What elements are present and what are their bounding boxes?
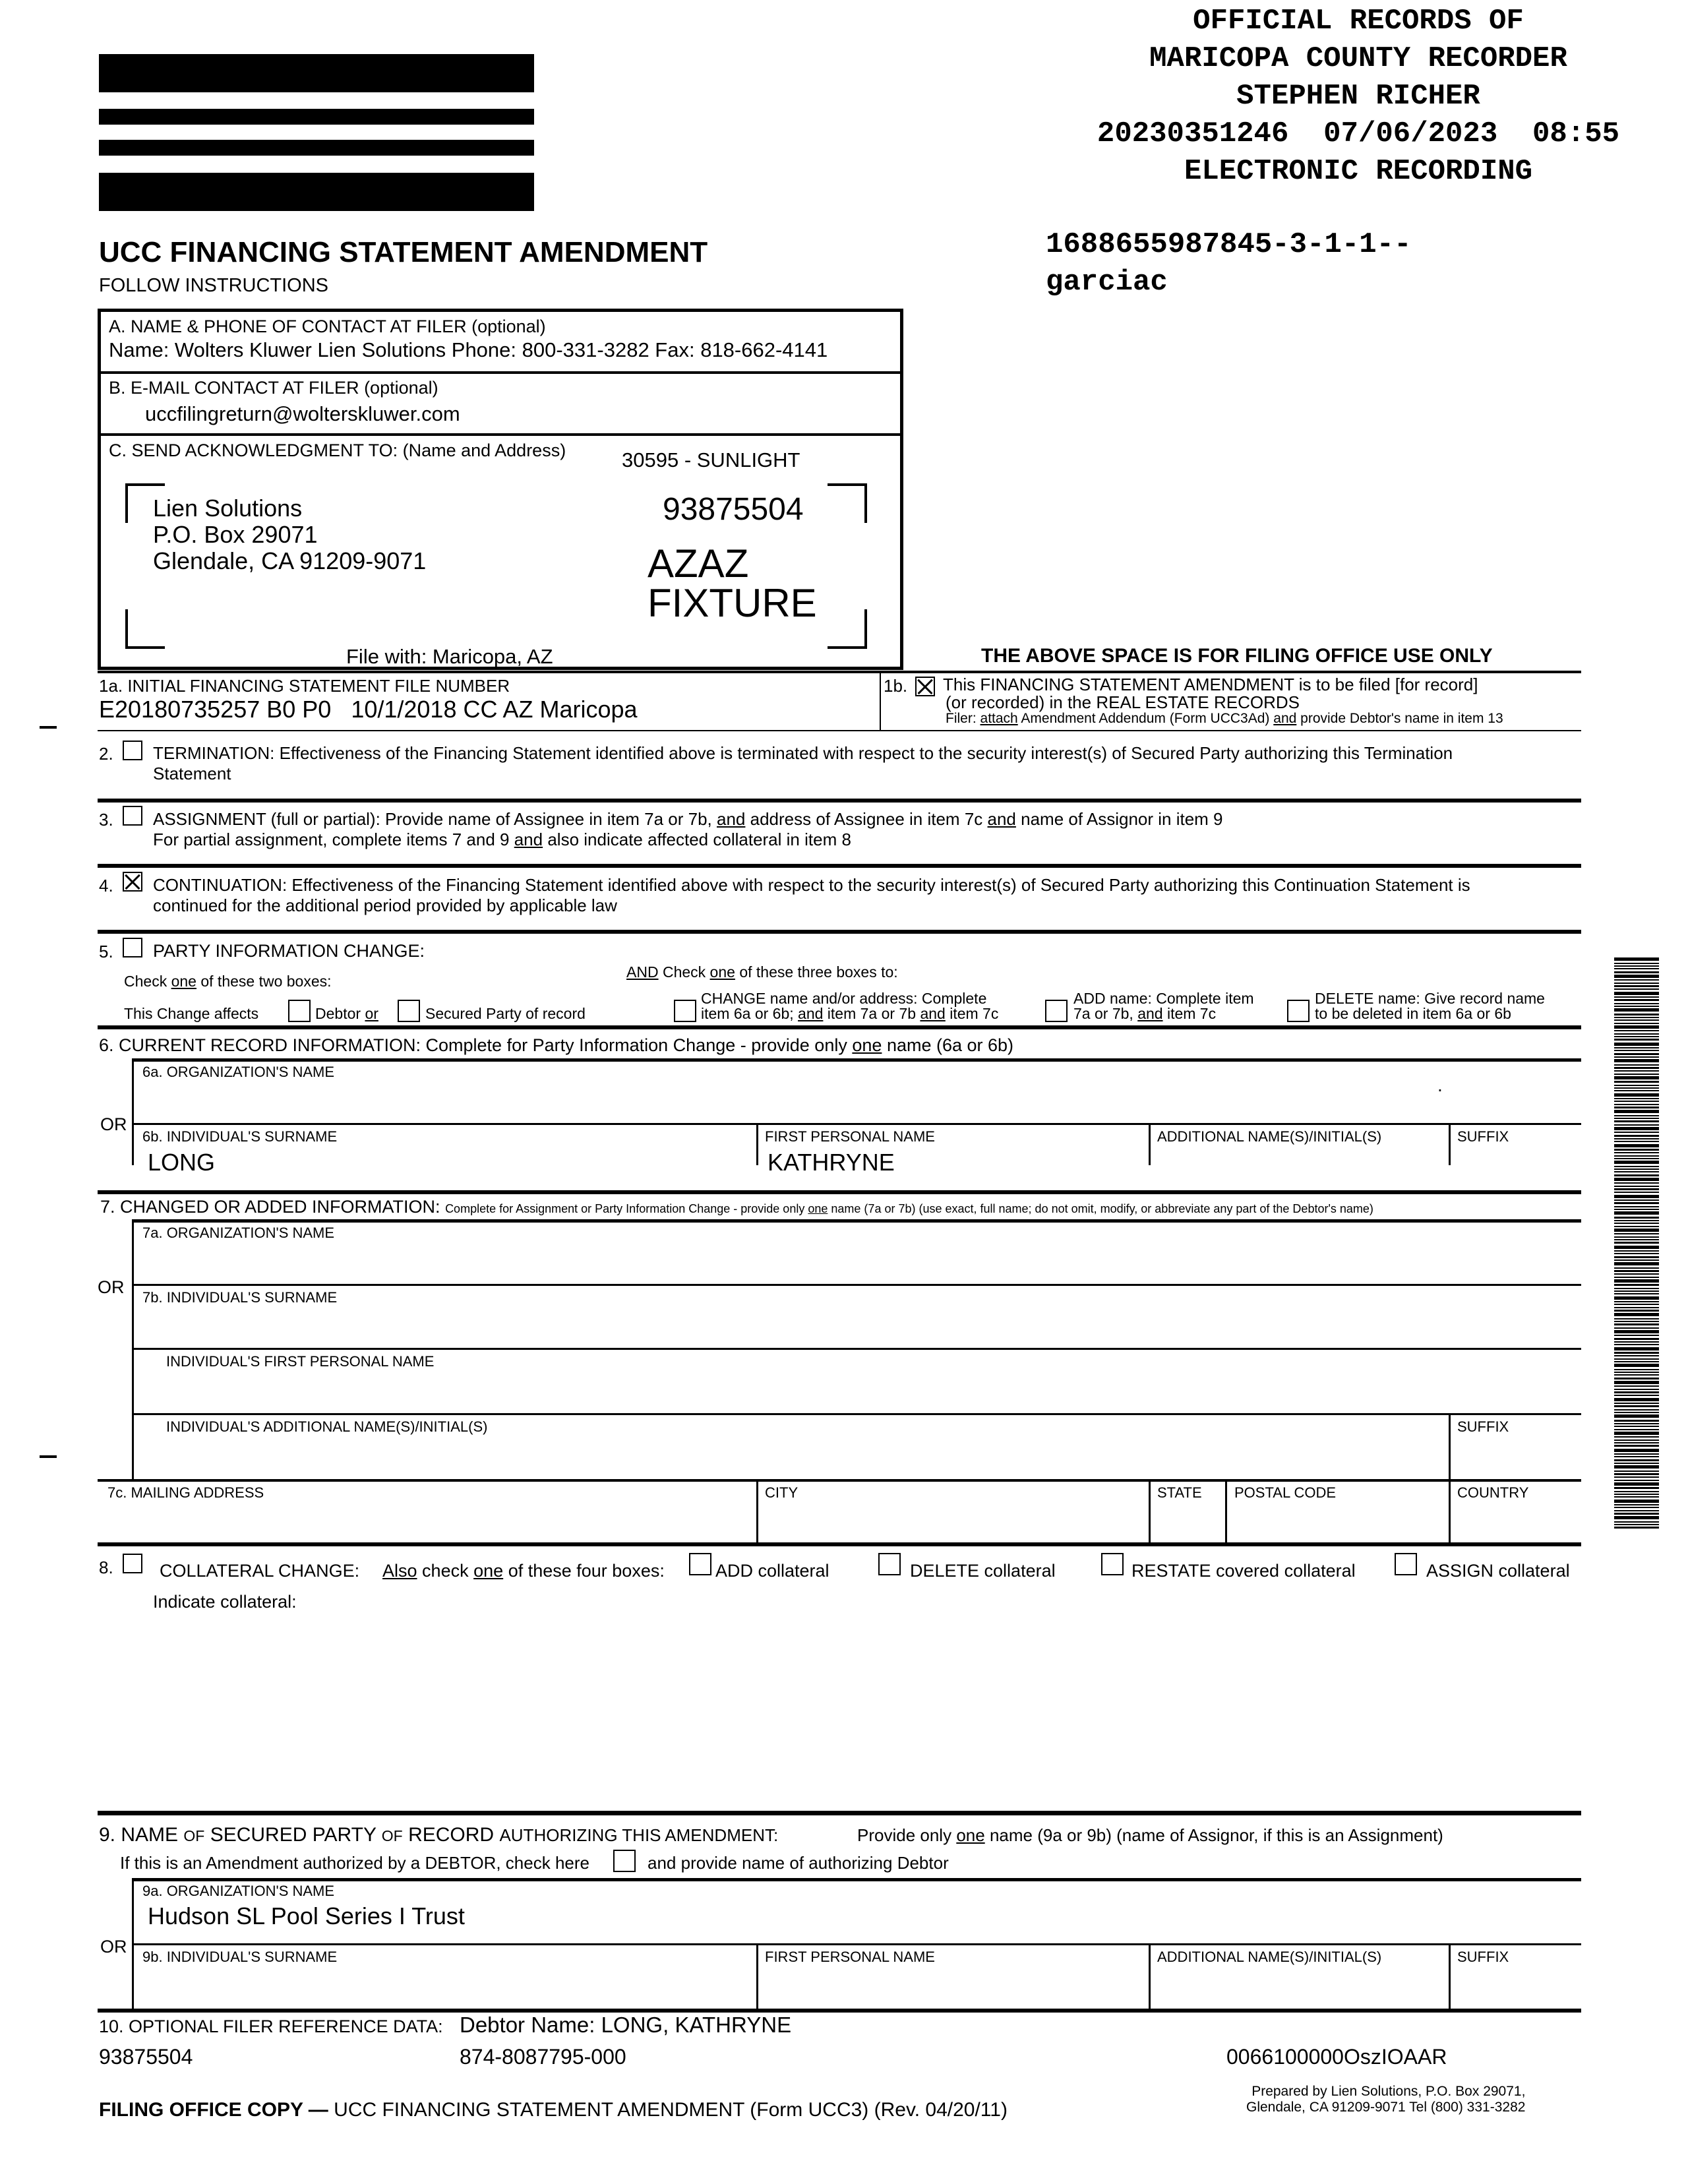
barcode-bar xyxy=(1614,1330,1659,1333)
item9a-org-name: Hudson SL Pool Series I Trust xyxy=(148,1902,465,1929)
barcode-bar xyxy=(1614,1267,1659,1269)
barcode-bar xyxy=(1614,1436,1659,1438)
barcode-graphic xyxy=(1614,957,1659,1529)
item9-addl-label: ADDITIONAL NAME(S)/INITIAL(S) xyxy=(1157,1949,1382,1965)
real-estate-records-checkbox[interactable] xyxy=(915,677,935,696)
item3-num: 3. xyxy=(99,810,113,830)
barcode-bar xyxy=(1614,1527,1659,1529)
barcode-bar xyxy=(1614,1420,1659,1422)
barcode-bar xyxy=(1614,988,1659,990)
item6-addl-label: ADDITIONAL NAME(S)/INITIAL(S) xyxy=(1157,1128,1382,1145)
ack-code: FIXTURE xyxy=(648,581,817,625)
barcode-bar xyxy=(1614,1500,1659,1503)
item6-dot: . xyxy=(1437,1075,1443,1095)
above-space-note: THE ABOVE SPACE IS FOR FILING OFFICE USE ONLY xyxy=(981,645,1493,667)
item7-city-label: CITY xyxy=(765,1484,799,1501)
barcode-bar xyxy=(1614,1270,1659,1272)
barcode-bar xyxy=(1614,1246,1659,1249)
barcode-bar xyxy=(1614,1372,1659,1373)
barcode-bar xyxy=(1614,963,1659,964)
barcode-bar xyxy=(1614,1395,1659,1396)
barcode-bar xyxy=(1614,1120,1659,1122)
barcode-bar xyxy=(1614,1087,1659,1089)
delete-collateral-checkbox[interactable] xyxy=(878,1553,901,1575)
barcode-bar xyxy=(1614,1409,1659,1410)
or-label: OR xyxy=(98,1277,125,1297)
secured-party-checkbox[interactable] xyxy=(398,1000,420,1022)
item10-label: 10. OPTIONAL FILER REFERENCE DATA: xyxy=(99,2017,443,2036)
item8-label: COLLATERAL CHANGE: xyxy=(160,1561,360,1581)
barcode-bar xyxy=(1614,1445,1659,1447)
barcode-bar xyxy=(1614,1186,1659,1187)
secured-party-option: Secured Party of record xyxy=(425,1005,586,1022)
barcode-bar xyxy=(1614,1239,1659,1240)
item9-suffix-label: SUFFIX xyxy=(1457,1949,1509,1965)
barcode-bar xyxy=(1614,1301,1659,1302)
barcode-bar xyxy=(1614,1369,1659,1370)
item5-check-two: Check one of these two boxes: xyxy=(124,973,332,990)
footer-prepared: Prepared by Lien Solutions, P.O. Box 29071, Glendale, CA 91209-9071 Tel (800) 331-3282 xyxy=(1246,2084,1526,2115)
barcode-bar xyxy=(1614,1168,1659,1170)
change-name-option: CHANGE name and/or address: Complete xyxy=(701,990,987,1007)
barcode-bar xyxy=(1614,1361,1659,1362)
barcode-bar xyxy=(1614,1182,1659,1184)
barcode-bar xyxy=(1614,1144,1659,1147)
barcode-bar xyxy=(1614,1036,1659,1037)
continuation-checkbox[interactable] xyxy=(123,872,142,892)
barcode-bar xyxy=(1614,1107,1659,1108)
item2-text: TERMINATION: Effectiveness of the Financing Statement identified above is terminated with respect to the security interest(s) of Secured Party authorizing this Termination xyxy=(153,743,1453,763)
barcode-bar xyxy=(1614,999,1659,1001)
item7-country-label: COUNTRY xyxy=(1457,1484,1529,1501)
barcode-bar xyxy=(1614,1504,1659,1505)
item6-first-label: FIRST PERSONAL NAME xyxy=(765,1128,935,1145)
barcode-bar xyxy=(1614,1513,1659,1515)
barcode-bar xyxy=(1614,1155,1659,1157)
barcode-bar xyxy=(1614,1202,1659,1204)
barcode-bar xyxy=(1614,1211,1659,1215)
barcode-bar xyxy=(1614,1217,1659,1219)
barcode-bar xyxy=(1614,1226,1659,1227)
barcode-bar xyxy=(1614,1074,1659,1075)
barcode-bar xyxy=(1614,1053,1659,1055)
item4-text: CONTINUATION: Effectiveness of the Financing Statement identified above with respect to the security interest(s) of Secured Party authorizing this Continuation Statement is xyxy=(153,875,1470,895)
item6-first-name: KATHRYNE xyxy=(768,1149,895,1176)
barcode-bar xyxy=(1614,1115,1659,1116)
barcode-bar xyxy=(1614,1059,1659,1062)
item7c-label: 7c. MAILING ADDRESS xyxy=(107,1484,264,1501)
form-subtitle: FOLLOW INSTRUCTIONS xyxy=(99,275,329,296)
barcode-bar xyxy=(1614,1405,1659,1407)
item2-text: Statement xyxy=(153,764,231,783)
barcode-bar xyxy=(1614,1374,1659,1376)
sectionC-label: C. SEND ACKNOWLEDGMENT TO: (Name and Address) xyxy=(109,440,566,460)
indicate-collateral-label: Indicate collateral: xyxy=(153,1592,297,1612)
barcode-bar xyxy=(1614,1277,1659,1278)
barcode-bar xyxy=(1614,1487,1659,1489)
item3-text: For partial assignment, complete items 7 and 9 and also indicate affected collateral in item 8 xyxy=(153,830,851,849)
barcode-bar xyxy=(1614,983,1659,984)
barcode-bar xyxy=(1614,1127,1659,1130)
barcode-bar xyxy=(1614,1242,1659,1244)
barcode-bar xyxy=(1614,1414,1659,1418)
barcode-bar xyxy=(1614,1521,1659,1523)
barcode-bar xyxy=(1614,1171,1659,1172)
barcode-bar xyxy=(1614,1149,1659,1151)
item5-label: PARTY INFORMATION CHANGE: xyxy=(153,941,425,961)
barcode-bar xyxy=(1614,1043,1659,1046)
item10-ref: 874-8087795-000 xyxy=(460,2045,626,2069)
barcode-bar xyxy=(1614,1141,1659,1142)
barcode-bar xyxy=(1614,1310,1659,1312)
item7-state-label: STATE xyxy=(1157,1484,1202,1501)
item1b-filer-note: Filer: attach Amendment Addendum (Form UCC3Ad) and provide Debtor's name in item 13 xyxy=(946,711,1503,726)
item6-suffix-label: SUFFIX xyxy=(1457,1128,1509,1145)
barcode-bar xyxy=(1614,1279,1659,1283)
barcode-bar xyxy=(1614,1006,1659,1007)
barcode-bar xyxy=(1614,1338,1659,1340)
barcode-bar xyxy=(1614,1423,1659,1424)
or-label: OR xyxy=(100,1114,127,1134)
barcode-bar xyxy=(1614,1296,1659,1300)
barcode-bar xyxy=(1614,1463,1659,1464)
add-name-option: 7a or 7b, and item 7c xyxy=(1073,1005,1217,1022)
address-corner xyxy=(125,609,165,649)
barcode-bar xyxy=(1614,1398,1659,1401)
barcode-bar xyxy=(1614,975,1659,978)
item10-ref: 0066100000OszIOAAR xyxy=(1226,2045,1447,2069)
barcode-bar xyxy=(1614,1158,1659,1159)
barcode-bar xyxy=(1614,1378,1659,1380)
barcode-bar xyxy=(1614,1192,1659,1193)
item9-label: 9. NAME OF SECURED PARTY OF RECORD AUTHORIZING THIS AMENDMENT: xyxy=(99,1824,779,1846)
redaction-bar xyxy=(99,54,534,92)
barcode-bar xyxy=(1614,1290,1659,1292)
item7-suffix-label: SUFFIX xyxy=(1457,1418,1509,1435)
debtor-checkbox[interactable] xyxy=(288,1000,311,1022)
termination-checkbox[interactable] xyxy=(123,741,142,760)
barcode-bar xyxy=(1614,1090,1659,1091)
barcode-bar xyxy=(1614,1364,1659,1367)
barcode-bar xyxy=(1614,971,1659,973)
redaction-bar xyxy=(99,173,534,211)
item1b-num: 1b. xyxy=(884,676,908,696)
sectionC-ref: 30595 - SUNLIGHT xyxy=(622,448,800,471)
barcode-bar xyxy=(1614,1496,1659,1498)
item2-num: 2. xyxy=(99,744,113,764)
barcode-bar xyxy=(1614,1321,1659,1322)
barcode-bar xyxy=(1614,1023,1659,1024)
barcode-bar xyxy=(1614,1480,1659,1481)
barcode-bar xyxy=(1614,1491,1659,1492)
barcode-bar xyxy=(1614,1507,1659,1508)
recorder-line: 20230351246 07/06/2023 08:55 xyxy=(1097,117,1620,150)
barcode-bar xyxy=(1614,1293,1659,1294)
barcode-bar xyxy=(1614,1313,1659,1316)
barcode-bar xyxy=(1614,1453,1659,1455)
item9-provide: Provide only one name (9a or 9b) (name of Assignor, if this is an Assignment) xyxy=(857,1825,1443,1845)
recorder-ref-line: 1688655987845-3-1-1-- xyxy=(1046,228,1412,261)
barcode-bar xyxy=(1614,1471,1659,1472)
barcode-bar xyxy=(1614,1284,1659,1286)
barcode-bar xyxy=(1614,1093,1659,1097)
barcode-bar xyxy=(1614,1465,1659,1469)
barcode-bar xyxy=(1614,1476,1659,1478)
barcode-bar xyxy=(1614,1524,1659,1525)
barcode-bar xyxy=(1614,1076,1659,1079)
address-corner xyxy=(828,609,867,649)
recorder-line: ELECTRONIC RECORDING xyxy=(1184,155,1533,188)
barcode-bar xyxy=(1614,1067,1659,1069)
item4-num: 4. xyxy=(99,876,113,895)
item5-num: 5. xyxy=(99,942,113,961)
barcode-bar xyxy=(1614,1033,1659,1035)
barcode-bar xyxy=(1614,1236,1659,1238)
barcode-bar xyxy=(1614,985,1659,987)
sectionA-label: A. NAME & PHONE OF CONTACT AT FILER (optional) xyxy=(109,317,546,336)
assignment-checkbox[interactable] xyxy=(123,806,142,826)
item7-first-label: INDIVIDUAL'S FIRST PERSONAL NAME xyxy=(166,1353,435,1370)
barcode-bar xyxy=(1614,1429,1659,1430)
barcode-bar xyxy=(1614,1008,1659,1012)
add-name-checkbox[interactable] xyxy=(1045,1000,1068,1022)
barcode-bar xyxy=(1614,1412,1659,1413)
barcode-bar xyxy=(1614,1358,1659,1360)
recorder-line: STEPHEN RICHER xyxy=(1236,80,1480,113)
change-name-checkbox[interactable] xyxy=(674,1000,696,1022)
barcode-bar xyxy=(1614,1494,1659,1495)
barcode-bar xyxy=(1614,1152,1659,1153)
delete-name-option: to be deleted in item 6a or 6b xyxy=(1315,1005,1511,1022)
barcode-bar xyxy=(1614,1166,1659,1167)
add-collateral-checkbox[interactable] xyxy=(689,1553,711,1575)
barcode-bar xyxy=(1614,1039,1659,1041)
barcode-bar xyxy=(1614,1138,1659,1139)
item10-debtor: Debtor Name: LONG, KATHRYNE xyxy=(460,2013,792,2037)
barcode-bar xyxy=(1614,1473,1659,1475)
barcode-bar xyxy=(1614,1135,1659,1137)
barcode-bar xyxy=(1614,1228,1659,1232)
ack-address-line: Lien Solutions xyxy=(153,495,303,522)
barcode-bar xyxy=(1614,1070,1659,1072)
ack-address-line: Glendale, CA 91209-9071 xyxy=(153,547,427,574)
barcode-bar xyxy=(1614,1017,1659,1018)
recorder-line: MARICOPA COUNTY RECORDER xyxy=(1149,42,1567,75)
barcode-bar xyxy=(1614,1449,1659,1452)
item1a-label: 1a. INITIAL FINANCING STATEMENT FILE NUMBER xyxy=(99,676,510,696)
sectionB-value: uccfilingreturn@wolterskluwer.com xyxy=(145,402,460,425)
barcode-bar xyxy=(1614,1482,1659,1486)
item9-first-label: FIRST PERSONAL NAME xyxy=(765,1949,935,1965)
barcode-bar xyxy=(1614,1304,1659,1305)
ack-address-line: P.O. Box 29071 xyxy=(153,521,318,548)
barcode-bar xyxy=(1614,1118,1659,1119)
authorized-by-debtor-checkbox[interactable] xyxy=(613,1850,636,1872)
barcode-bar xyxy=(1614,1335,1659,1336)
barcode-bar xyxy=(1614,1288,1659,1289)
item5-check-three: AND Check one of these three boxes to: xyxy=(626,963,898,981)
barcode-bar xyxy=(1614,1199,1659,1201)
barcode-bar xyxy=(1614,1085,1659,1086)
change-name-option: item 6a or 6b; and item 7a or 7b and item 7c xyxy=(701,1005,999,1022)
item7-label: 7. CHANGED OR ADDED INFORMATION: Complete for Assignment or Party Information Change - provide only one name (7a or 7b) (use exact, full name; do not omit, modify, or abbreviate any part of the Debtor's name) xyxy=(100,1197,1373,1217)
barcode-bar xyxy=(1614,1273,1659,1275)
item1b-line: (or recorded) in the REAL ESTATE RECORDS xyxy=(946,692,1300,712)
item9-debtor-line: If this is an Amendment authorized by a DEBTOR, check here xyxy=(120,1853,589,1873)
barcode-bar xyxy=(1614,1195,1659,1198)
barcode-bar xyxy=(1614,1014,1659,1016)
barcode-bar xyxy=(1614,1209,1659,1210)
restate-collateral-option: RESTATE covered collateral xyxy=(1131,1561,1356,1581)
barcode-bar xyxy=(1614,1442,1659,1443)
barcode-bar xyxy=(1614,1391,1659,1393)
barcode-bar xyxy=(1614,1256,1659,1258)
barcode-bar xyxy=(1614,1250,1659,1252)
ack-code: AZAZ xyxy=(648,541,749,586)
barcode-bar xyxy=(1614,1323,1659,1325)
barcode-bar xyxy=(1614,1101,1659,1102)
delete-name-checkbox[interactable] xyxy=(1287,1000,1310,1022)
barcode-bar xyxy=(1614,1253,1659,1254)
delete-collateral-option: DELETE collateral xyxy=(910,1561,1056,1581)
barcode-bar xyxy=(1614,1104,1659,1105)
barcode-bar xyxy=(1614,1318,1659,1320)
barcode-bar xyxy=(1614,1220,1659,1221)
restate-collateral-checkbox[interactable] xyxy=(1101,1553,1124,1575)
recorder-ref-line: garciac xyxy=(1046,266,1168,299)
barcode-bar xyxy=(1614,1352,1659,1354)
barcode-bar xyxy=(1614,996,1659,998)
barcode-bar xyxy=(1614,1307,1659,1308)
add-collateral-option: ADD collateral xyxy=(715,1561,829,1581)
debtor-option: Debtor or xyxy=(315,1005,378,1022)
item6b-label: 6b. INDIVIDUAL'S SURNAME xyxy=(142,1128,338,1145)
item1b-line: This FINANCING STATEMENT AMENDMENT is to be filed [for record] xyxy=(943,675,1478,694)
barcode-bar xyxy=(1614,1347,1659,1350)
barcode-bar xyxy=(1614,1341,1659,1343)
barcode-bar xyxy=(1614,1064,1659,1066)
item7b-label: 7b. INDIVIDUAL'S SURNAME xyxy=(142,1289,338,1306)
assign-collateral-checkbox[interactable] xyxy=(1395,1553,1417,1575)
barcode-bar xyxy=(1614,1047,1659,1048)
item7-addl-label: INDIVIDUAL'S ADDITIONAL NAME(S)/INITIAL(S) xyxy=(166,1418,488,1435)
item3-text: ASSIGNMENT (full or partial): Provide name of Assignee in item 7a or 7b, and address of Assignee in item 7c and name of Assignor in item 9 xyxy=(153,809,1223,829)
barcode-bar xyxy=(1614,1056,1659,1058)
recorder-line: OFFICIAL RECORDS OF xyxy=(1193,5,1524,38)
sectionB-label: B. E-MAIL CONTACT AT FILER (optional) xyxy=(109,378,438,398)
item6a-label: 6a. ORGANIZATION'S NAME xyxy=(142,1064,335,1080)
item7-postal-label: POSTAL CODE xyxy=(1234,1484,1337,1501)
barcode-bar xyxy=(1614,1110,1659,1113)
barcode-bar xyxy=(1614,1188,1659,1190)
sectionA-value: Name: Wolters Kluwer Lien Solutions Phone: 800-331-3282 Fax: 818-662-4141 xyxy=(109,338,828,361)
item7a-label: 7a. ORGANIZATION'S NAME xyxy=(142,1225,335,1241)
form-title: UCC FINANCING STATEMENT AMENDMENT xyxy=(99,236,708,268)
barcode-bar xyxy=(1614,1510,1659,1511)
barcode-bar xyxy=(1614,1403,1659,1404)
barcode-bar xyxy=(1614,1003,1659,1004)
barcode-bar xyxy=(1614,1516,1659,1519)
barcode-bar xyxy=(1614,1178,1659,1181)
barcode-bar xyxy=(1614,1019,1659,1021)
barcode-bar xyxy=(1614,1432,1659,1435)
recorder-ref xyxy=(1046,226,1412,301)
barcode-bar xyxy=(1614,1025,1659,1029)
barcode-bar xyxy=(1614,957,1659,961)
delete-name-option: DELETE name: Give record name xyxy=(1315,990,1545,1007)
collateral-change-checkbox[interactable] xyxy=(123,1554,142,1573)
barcode-bar xyxy=(1614,1381,1659,1384)
barcode-bar xyxy=(1614,1050,1659,1051)
barcode-bar xyxy=(1614,1206,1659,1207)
barcode-bar xyxy=(1614,1456,1659,1457)
barcode-bar xyxy=(1614,1233,1659,1234)
barcode xyxy=(1614,957,1659,1529)
item8-num: 8. xyxy=(99,1558,113,1577)
change-affects-label: This Change affects xyxy=(124,1005,259,1022)
item9-debtor-line: and provide name of authorizing Debtor xyxy=(648,1853,949,1873)
barcode-bar xyxy=(1614,1132,1659,1133)
assign-collateral-option: ASSIGN collateral xyxy=(1426,1561,1570,1581)
recorder-stamp xyxy=(1029,3,1688,191)
barcode-bar xyxy=(1614,1389,1659,1390)
barcode-bar xyxy=(1614,1161,1659,1164)
item1a-value: E20180735257 B0 P0 10/1/2018 CC AZ Maricopa xyxy=(99,696,638,723)
barcode-bar xyxy=(1614,1355,1659,1356)
add-name-option: ADD name: Complete item xyxy=(1073,990,1254,1007)
barcode-bar xyxy=(1614,1262,1659,1265)
barcode-bar xyxy=(1614,1174,1659,1176)
ack-number: 93875504 xyxy=(663,492,804,527)
party-info-change-checkbox[interactable] xyxy=(123,938,142,957)
barcode-bar xyxy=(1614,1426,1659,1427)
barcode-bar xyxy=(1614,968,1659,969)
barcode-bar xyxy=(1614,1081,1659,1083)
redaction-bar xyxy=(99,140,534,156)
barcode-bar xyxy=(1614,1327,1659,1329)
barcode-bar xyxy=(1614,1459,1659,1461)
item6b-surname: LONG xyxy=(148,1149,216,1176)
barcode-bar xyxy=(1614,1259,1659,1261)
barcode-bar xyxy=(1614,1440,1659,1441)
barcode-bar xyxy=(1614,979,1659,981)
address-corner xyxy=(828,483,867,523)
item9b-label: 9b. INDIVIDUAL'S SURNAME xyxy=(142,1949,338,1965)
footer-copy: FILING OFFICE COPY — UCC FINANCING STATEMENT AMENDMENT (Form UCC3) (Rev. 04/20/11) xyxy=(99,2099,1008,2121)
barcode-bar xyxy=(1614,1385,1659,1387)
item8-instructions: Also check one of these four boxes: xyxy=(382,1561,665,1581)
file-with: File with: Maricopa, AZ xyxy=(346,645,553,668)
barcode-bar xyxy=(1614,1223,1659,1224)
barcode-bar xyxy=(1614,965,1659,967)
or-label: OR xyxy=(100,1937,127,1957)
item9a-label: 9a. ORGANIZATION'S NAME xyxy=(142,1883,335,1899)
item10-ref: 93875504 xyxy=(99,2045,193,2069)
redaction-bar xyxy=(99,109,534,125)
barcode-bar xyxy=(1614,1344,1659,1345)
item6-label: 6. CURRENT RECORD INFORMATION: Complete for Party Information Change - provide only one name (6a or 6b) xyxy=(99,1035,1014,1055)
barcode-bar xyxy=(1614,992,1659,995)
barcode-bar xyxy=(1614,1124,1659,1126)
item4-text: continued for the additional period provided by applicable law xyxy=(153,895,617,915)
barcode-bar xyxy=(1614,1030,1659,1031)
barcode-bar xyxy=(1614,1098,1659,1099)
